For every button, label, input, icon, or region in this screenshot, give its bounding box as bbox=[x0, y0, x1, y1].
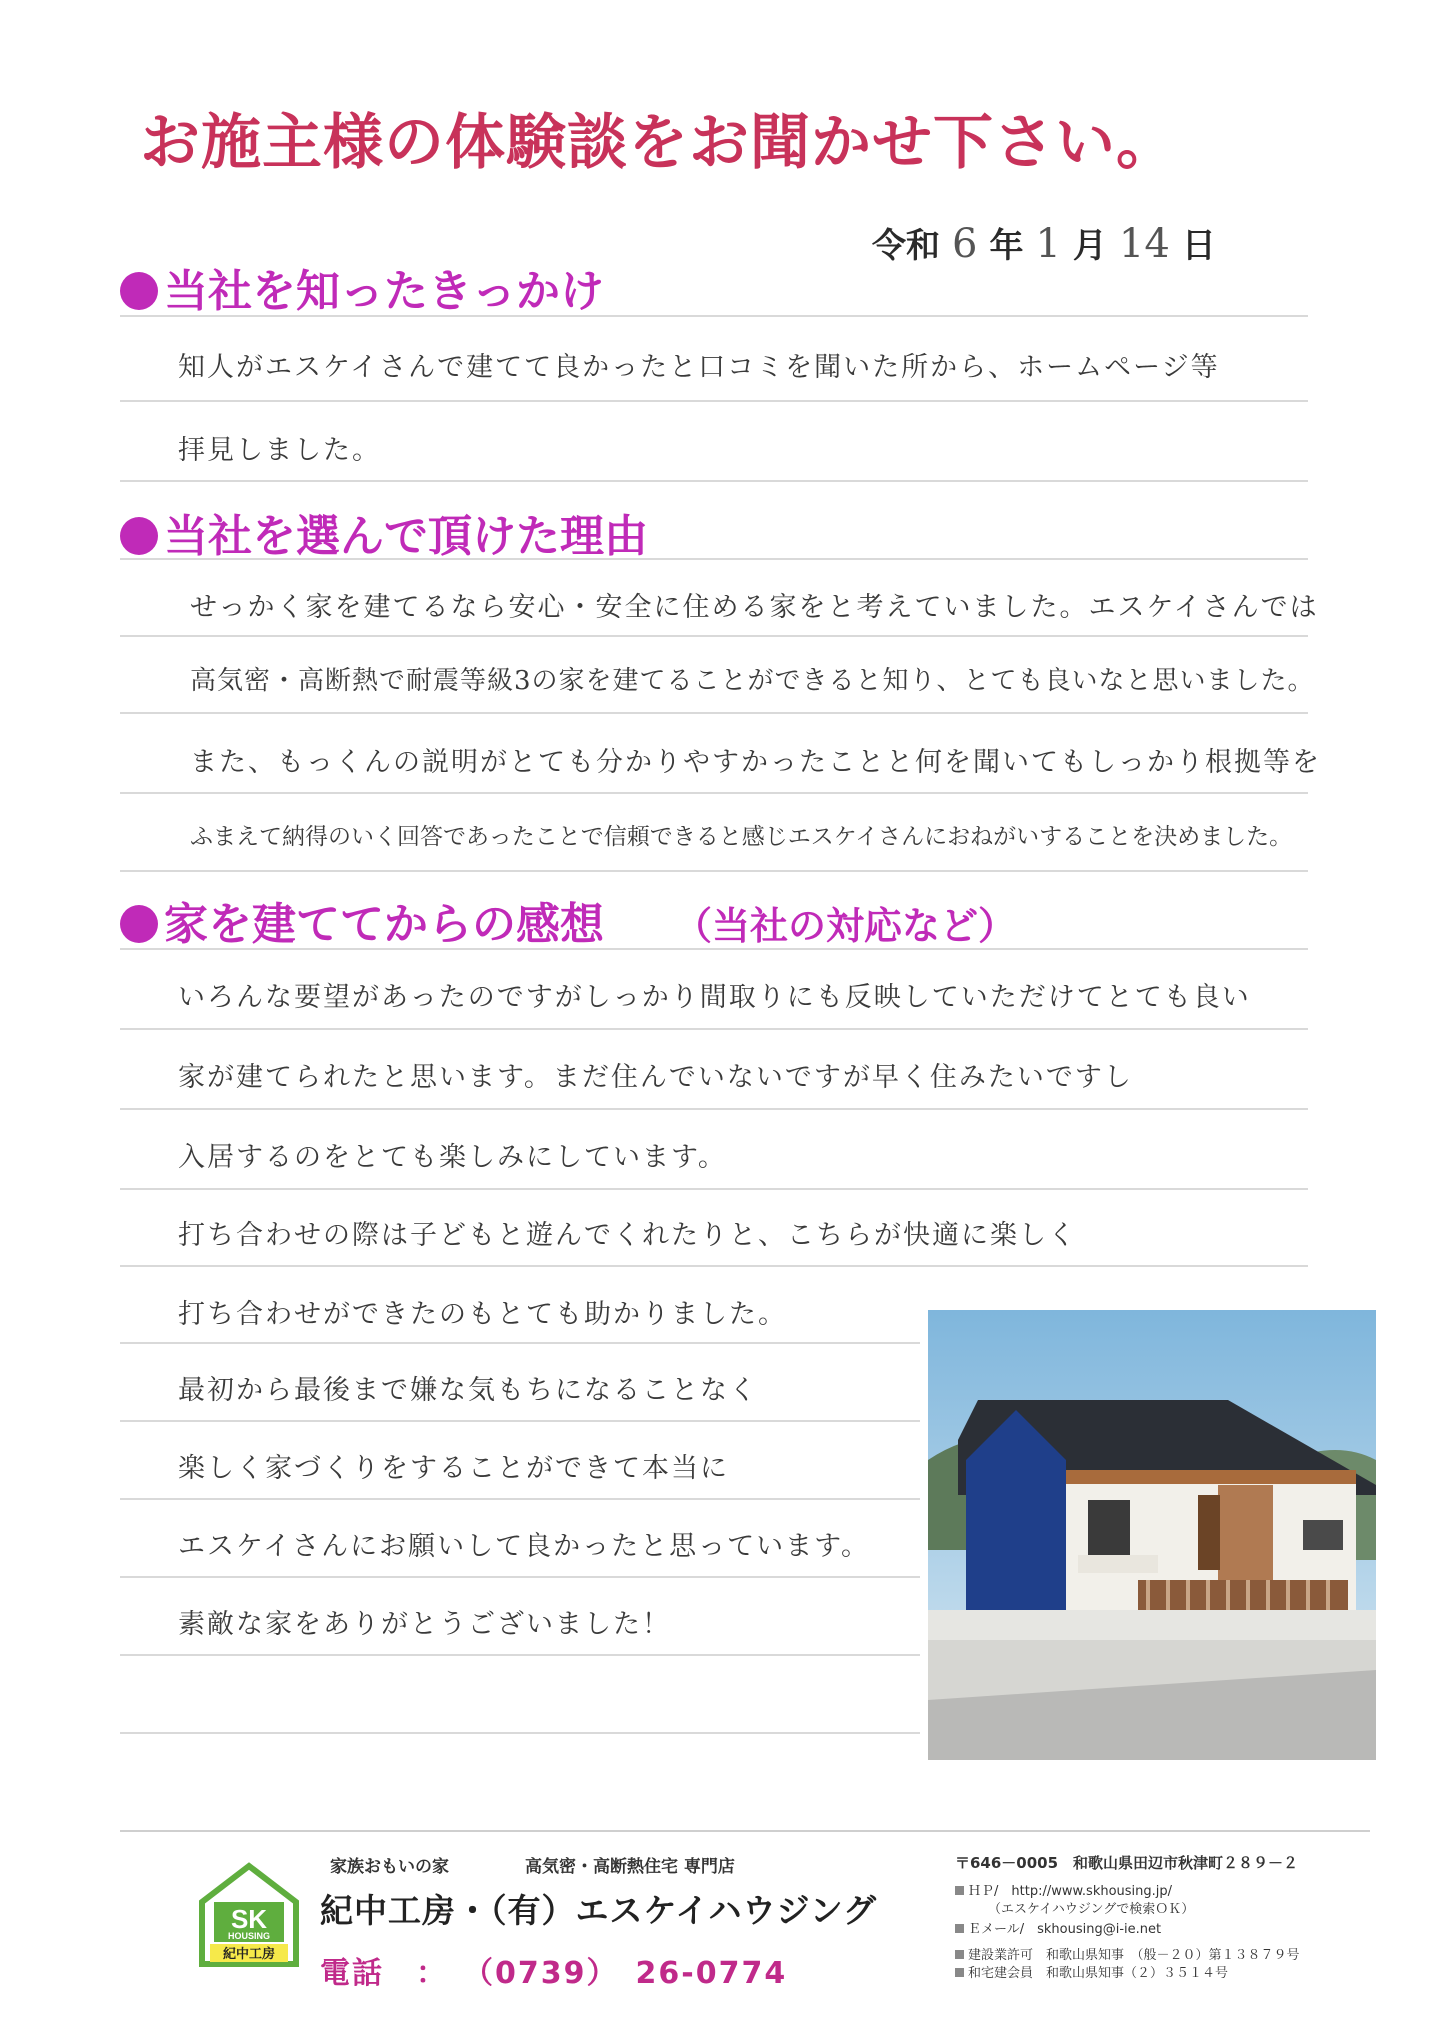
square-bullet-icon bbox=[955, 1950, 964, 1959]
answer-line: 拝見しました。 bbox=[178, 435, 381, 466]
ruled-line bbox=[120, 1028, 1308, 1030]
construction-license bbox=[955, 1944, 1300, 1963]
answer-line: 楽しく家づくりをすることができて本当に bbox=[178, 1453, 729, 1484]
ruled-line bbox=[120, 1188, 1308, 1190]
company-phone bbox=[320, 1948, 787, 1992]
square-bullet-icon bbox=[955, 1886, 964, 1895]
ruled-line bbox=[120, 480, 1308, 482]
date-month-unit: 月 bbox=[1072, 226, 1107, 266]
section-heading-text: 当社を選んで頂けた理由 bbox=[164, 511, 648, 562]
ruled-line bbox=[120, 315, 1308, 317]
company-address: 〒646－0005 和歌山県田辺市秋津町２８９－２ bbox=[955, 1854, 1299, 1872]
license-text: 建設業許可 和歌山県知事 （般－２０）第１３８７９号 bbox=[968, 1948, 1300, 1963]
realtor-membership bbox=[955, 1962, 1228, 1981]
date-year: 6 bbox=[952, 221, 978, 267]
ruled-line bbox=[120, 792, 1308, 794]
section-heading-text: 当社を知ったきっかけ bbox=[164, 266, 604, 317]
footer-divider bbox=[120, 1830, 1370, 1832]
phone-label: 電話 ： bbox=[320, 1956, 448, 1991]
ruled-line bbox=[120, 1576, 920, 1578]
ruled-line bbox=[120, 1265, 1308, 1267]
section-heading-impression bbox=[120, 888, 1016, 952]
date-month: 1 bbox=[1035, 221, 1061, 267]
svg-text:SK: SK bbox=[230, 1904, 268, 1934]
svg-text:HOUSING: HOUSING bbox=[227, 1931, 271, 1941]
bullet-dot-icon bbox=[120, 905, 158, 943]
section-heading-reason bbox=[120, 500, 648, 564]
company-name: 紀中工房・（有）エスケイハウジング bbox=[320, 1891, 878, 1930]
ruled-line bbox=[120, 400, 1308, 402]
section-subheading: （当社の対応など） bbox=[674, 904, 1017, 948]
answer-line: 最初から最後まで嫌な気もちになることなく bbox=[178, 1375, 758, 1406]
document-title: お施主様の体験談をお聞かせ下さい。 bbox=[140, 108, 1177, 178]
answer-line: 知人がエスケイさんで建てて良かったと口コミを聞いた所から、ホームページ等 bbox=[178, 352, 1220, 383]
email-text[interactable]: Ｅメール/ skhousing@i-ie.net bbox=[968, 1922, 1162, 1937]
date-day: 14 bbox=[1118, 221, 1170, 267]
website-note: （エスケイハウジングで検索ＯＫ） bbox=[988, 1902, 1195, 1917]
ruled-line bbox=[120, 948, 1308, 950]
section-heading-discovery bbox=[120, 255, 604, 319]
ruled-line bbox=[120, 635, 1308, 637]
answer-line: また、もっくんの説明がとても分かりやすかったことと何を聞いてもしっかり根拠等を bbox=[190, 747, 1321, 778]
date-year-unit: 年 bbox=[989, 226, 1024, 266]
svg-text:紀中工房: 紀中工房 bbox=[222, 1947, 276, 1962]
company-specialty: 高気密・高断熱住宅 専門店 bbox=[525, 1857, 735, 1877]
ruled-line bbox=[120, 558, 1308, 560]
ruled-line bbox=[120, 1654, 920, 1656]
company-website bbox=[955, 1880, 1172, 1899]
house-photo bbox=[928, 1310, 1376, 1760]
date-day-unit: 日 bbox=[1181, 226, 1216, 266]
square-bullet-icon bbox=[955, 1968, 964, 1977]
answer-line: ふまえて納得のいく回答であったことで信頼できると感じエスケイさんにおねがいすることを決めました。 bbox=[190, 824, 1293, 850]
ruled-line bbox=[120, 712, 1308, 714]
ruled-line bbox=[120, 1108, 1308, 1110]
answer-line: いろんな要望があったのですがしっかり間取りにも反映していただけてとても良い bbox=[178, 982, 1251, 1013]
answer-line: せっかく家を建てるなら安心・安全に住める家をと考えていました。エスケイさんでは bbox=[190, 592, 1319, 623]
ruled-line bbox=[120, 1420, 920, 1422]
answer-line: 入居するのをとても楽しみにしています。 bbox=[178, 1142, 727, 1173]
square-bullet-icon bbox=[955, 1924, 964, 1933]
ruled-line bbox=[120, 1732, 920, 1734]
ruled-line bbox=[120, 1498, 920, 1500]
answer-line: 高気密・高断熱で耐震等級3の家を建てることができると知り、とても良いなと思いました。 bbox=[190, 666, 1315, 696]
ruled-line bbox=[120, 1342, 920, 1344]
company-slogan: 家族おもいの家 bbox=[330, 1857, 449, 1877]
membership-text: 和宅建会員 和歌山県知事（２）３５１４号 bbox=[968, 1966, 1229, 1981]
bullet-dot-icon bbox=[120, 517, 158, 555]
bullet-dot-icon bbox=[120, 272, 158, 310]
answer-line: 打ち合わせの際は子どもと遊んでくれたりと、こちらが快適に楽しく bbox=[178, 1220, 1077, 1251]
answer-line: 素敵な家をありがとうございました！ bbox=[178, 1609, 671, 1640]
website-text[interactable]: ＨＰ/ http://www.skhousing.jp/ bbox=[968, 1884, 1173, 1899]
ruled-line bbox=[120, 870, 1308, 872]
section-heading-text: 家を建ててからの感想 bbox=[164, 899, 604, 950]
date-era: 令和 bbox=[872, 226, 940, 266]
answer-line: 打ち合わせができたのもとても助かりました。 bbox=[178, 1299, 787, 1330]
company-logo bbox=[196, 1862, 302, 1968]
phone-number: （0739） 26-0774 bbox=[478, 1956, 788, 1991]
document-date bbox=[872, 218, 1216, 267]
answer-line: エスケイさんにお願いして良かったと思っています。 bbox=[178, 1531, 870, 1562]
answer-line: 家が建てられたと思います。まだ住んでいないですが早く住みたいですし bbox=[178, 1062, 1133, 1093]
company-email bbox=[955, 1918, 1161, 1937]
